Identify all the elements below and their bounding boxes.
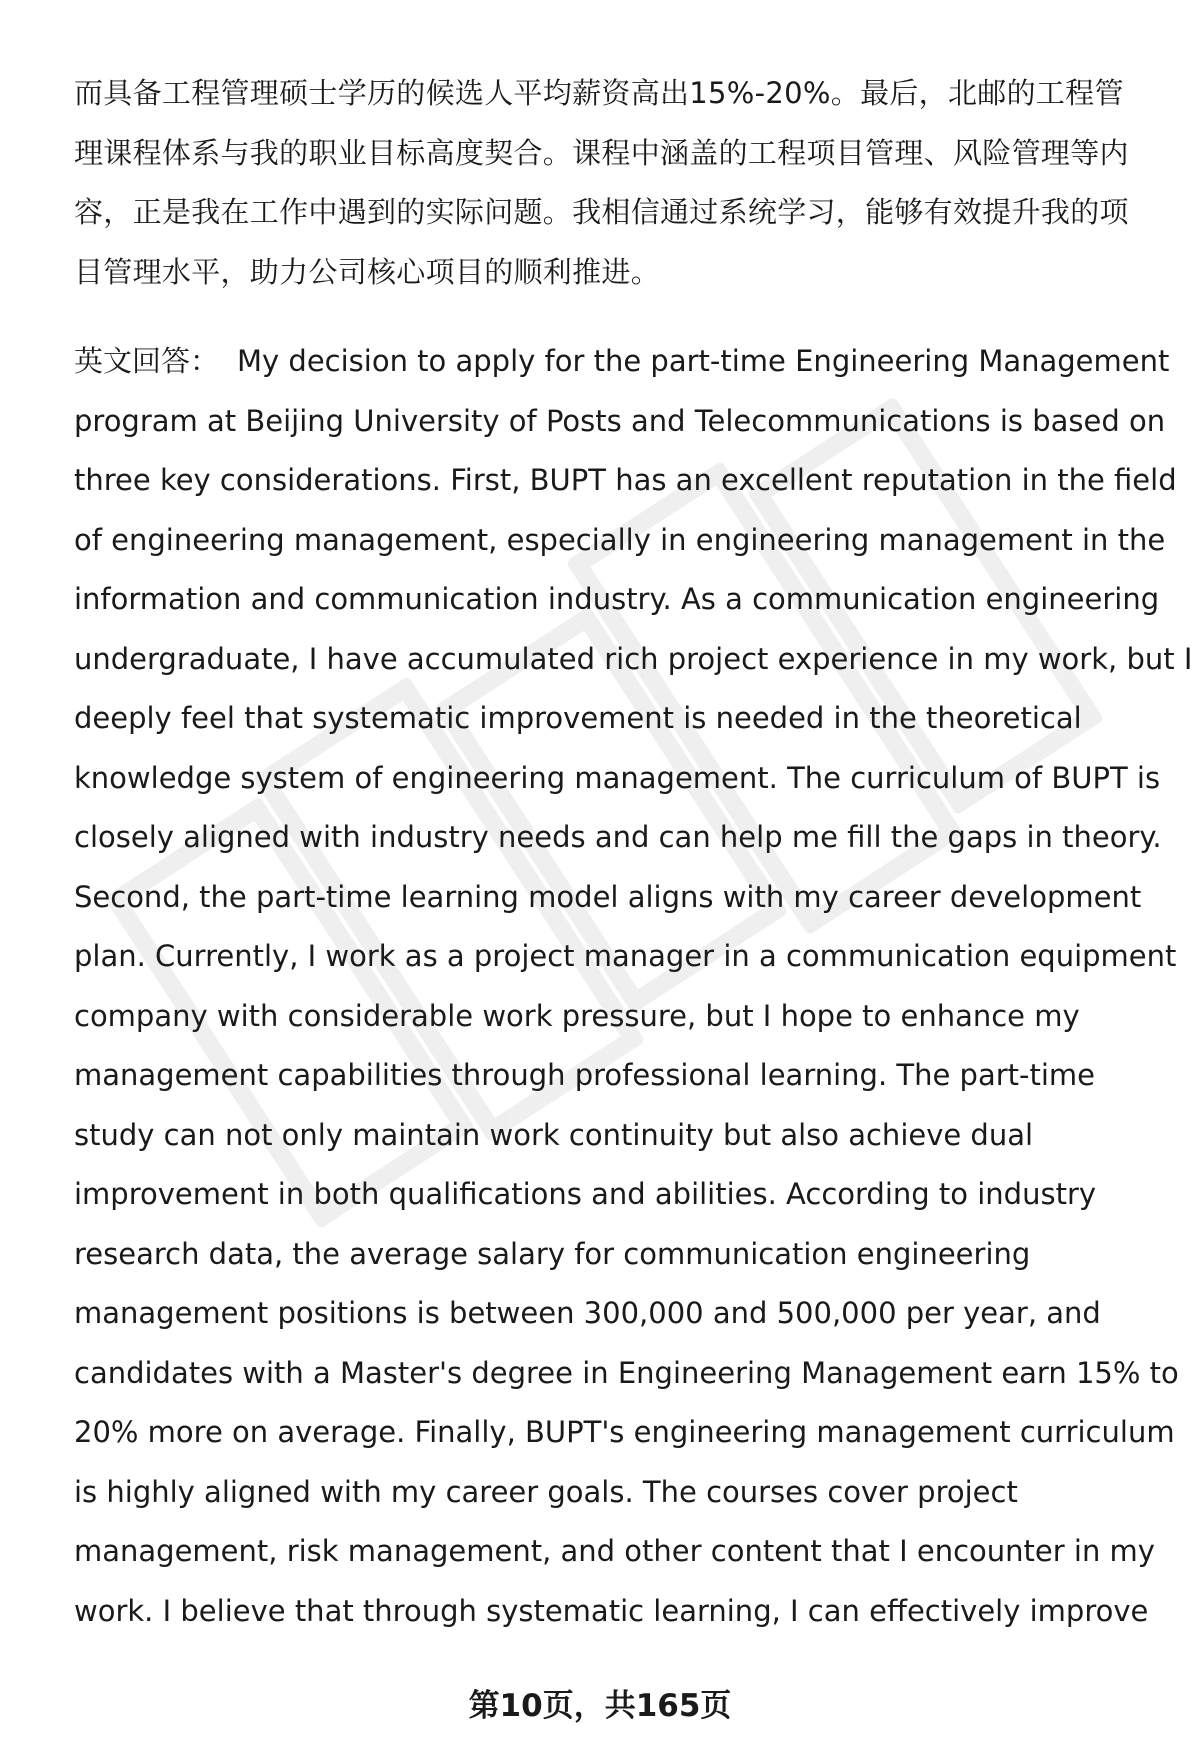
- english-line: management, risk management, and other content that I encounter in my: [74, 1534, 1155, 1568]
- english-line: deeply feel that systematic improvement is needed in the theoretical: [74, 701, 1082, 735]
- english-line: 20% more on average. Finally, BUPT's engineering management curriculum: [74, 1415, 1175, 1449]
- english-line: is highly aligned with my career goals. The courses cover project: [74, 1474, 1018, 1509]
- english-line: information and communication industry. As a communication engineering: [74, 582, 1160, 616]
- english-line: company with considerable work pressure, but I hope to enhance my: [74, 998, 1080, 1033]
- english-line: management capabilities through professional learning. The part-time: [74, 1058, 1096, 1092]
- chinese-line: 目管理水平，助力公司核心项目的顺利推进。: [74, 254, 661, 289]
- english-line-text: My decision to apply for the part-time Engineering Management: [237, 344, 1170, 378]
- english-line: work. I believe that through systematic learning, I can effectively improve: [74, 1593, 1149, 1628]
- english-answer-paragraph: [74, 332, 1193, 1641]
- english-line: knowledge system of engineering management. The curriculum of BUPT is: [74, 760, 1161, 795]
- page-number-footer: 第10页，共165页: [468, 1688, 732, 1724]
- english-line: three key considerations. First, BUPT has an excellent reputation in the field: [74, 463, 1177, 497]
- english-line: improvement in both qualifications and abilities. According to industry: [74, 1177, 1097, 1211]
- chinese-line: 容，正是我在工作中遇到的实际问题。我相信通过系统学习，能够有效提升我的项: [74, 195, 1129, 229]
- english-line: of engineering management, especially in engineering management in the: [74, 522, 1166, 557]
- english-answer-label: 英文回答：: [74, 344, 220, 378]
- english-line: management positions is between 300,000 and 500,000 per year, and: [74, 1296, 1101, 1330]
- english-line-first: [74, 332, 1170, 392]
- chinese-line: 理课程体系与我的职业目标高度契合。课程中涵盖的工程项目管理、风险管理等内: [74, 135, 1129, 170]
- english-line: study can not only maintain work continuity but also achieve dual: [74, 1117, 1034, 1152]
- document-page: [74, 64, 1193, 1641]
- english-line: candidates with a Master's degree in Engineering Management earn 15% to: [74, 1355, 1179, 1390]
- english-line: program at Beijing University of Posts and Telecommunications is based on: [74, 403, 1166, 438]
- english-line: plan. Currently, I work as a project manager in a communication equipment: [74, 939, 1177, 973]
- chinese-answer-paragraph: [74, 64, 1154, 302]
- english-line: undergraduate, I have accumulated rich project experience in my work, but I: [74, 641, 1193, 676]
- english-line: research data, the average salary for communication engineering: [74, 1236, 1031, 1271]
- chinese-line: 而具备工程管理硕士学历的候选人平均薪资高出15%-20%。最后，北邮的工程管: [74, 76, 1124, 110]
- english-line: Second, the part-time learning model aligns with my career development: [74, 879, 1142, 914]
- english-line: closely aligned with industry needs and can help me fill the gaps in theory.: [74, 820, 1162, 854]
